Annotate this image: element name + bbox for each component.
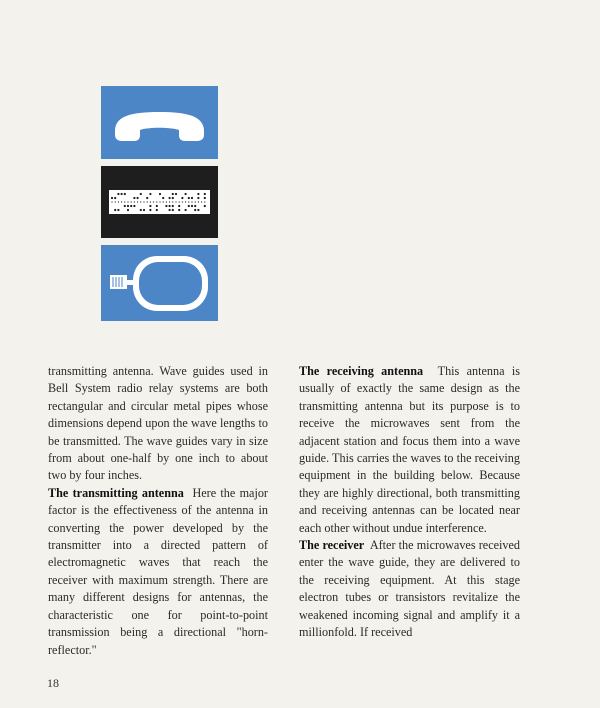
television-icon [101,245,218,321]
left-column-intro: transmitting antenna. Wave guides used in Bell System radio relay systems are both rectangular and circular metal pipes whose dimensions depend upon the wave lengths to be transmitted. The wave guides vary in size from about one-half by one inch to about two by four inches. [48,364,268,483]
television-panel [101,245,218,321]
receiving-antenna-heading: The receiving antenna [299,364,424,378]
transmitting-antenna-paragraph [48,485,268,659]
telephone-handset-icon [101,86,218,159]
receiver-paragraph [299,537,520,641]
page-number: 18 [47,676,59,690]
receiver-heading: The receiver [299,538,365,553]
right-column [299,363,520,642]
punched-tape-panel [101,166,218,238]
transmitting-antenna-body: Here the major factor is the effectiveness of the antenna in converting the power developed by the transmitter into a directed pattern of electromagnetic waves that reach the receiver with maximum strength. There are many different designs for antennas, the characteristic one for point-to-point transmission being a directional "horn-reflector." [48,485,268,657]
telephone-panel [101,86,218,159]
left-column [48,363,268,659]
receiving-antenna-body: This antenna is usually of exactly the same design as the transmitting antenna but its purpose is to receive the microwaves sent from the adjacent station and focus them into a wave guide. This carries the waves to the receiving equipment in the building below. Because they are highly directional, both transmitting and receiving antennas can be located near each other without undue interference. [299,364,520,535]
punched-tape-icon [101,166,218,238]
transmitting-antenna-heading: The transmitting antenna [48,485,184,500]
receiver-body: After the microwaves received enter the wave guide, they are delivered to the receiving equipment. At this stage electron tubes or transistors revitalize the weakened incoming signal and amplify it a millionfold. If received [299,538,520,640]
receiving-antenna-paragraph [299,363,520,537]
